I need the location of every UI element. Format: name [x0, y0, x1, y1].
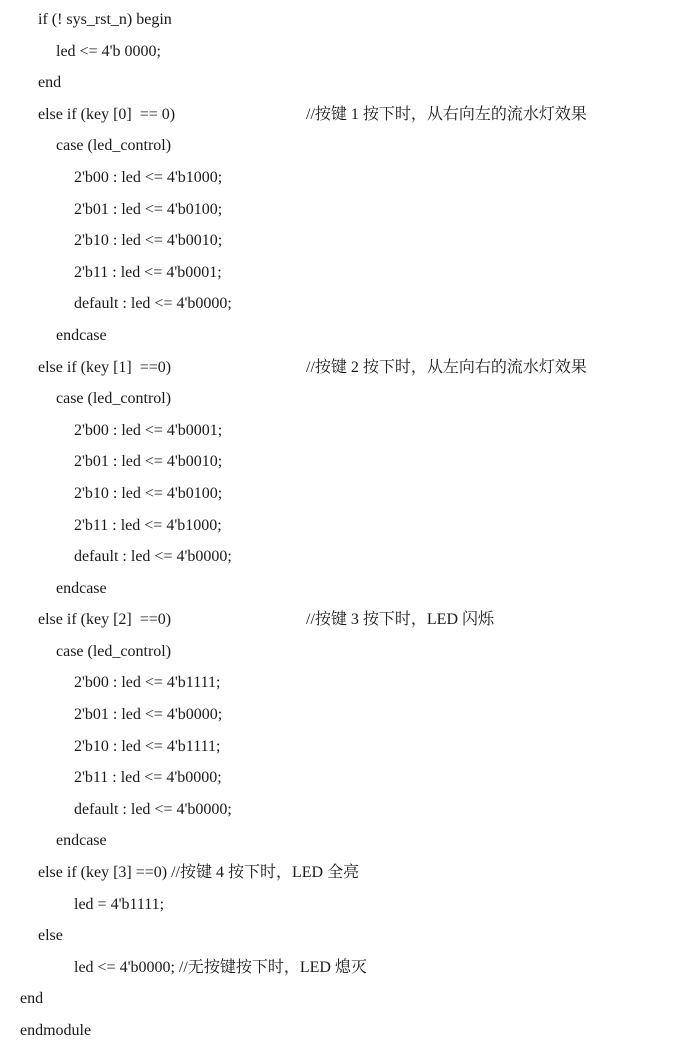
code-statement: default : led <= 4'b0000;: [74, 295, 232, 313]
code-statement: 2'b11 : led <= 4'b0000;: [74, 769, 222, 787]
code-line: [0, 889, 690, 921]
code-statement: endcase: [56, 832, 107, 850]
code-statement: case (led_control): [56, 137, 172, 155]
code-statement: endmodule: [20, 1022, 92, 1039]
code-comment: //按键 3 按下时，LED 闪烁: [306, 611, 494, 629]
code-comment: //按键 2 按下时，从左向右的流水灯效果: [306, 358, 587, 376]
code-statement: led = 4'b1111;: [74, 895, 165, 913]
code-statement: 2'b11 : led <= 4'b0001;: [74, 263, 222, 281]
code-line: [0, 857, 690, 889]
code-statement: end: [38, 74, 62, 92]
code-line: [0, 541, 690, 573]
code-statement: 2'b01 : led <= 4'b0000;: [74, 706, 223, 724]
code-statement: 2'b00 : led <= 4'b0001;: [74, 421, 223, 439]
code-line: [0, 920, 690, 952]
code-line: [0, 288, 690, 320]
code-line: [0, 383, 690, 415]
code-statement: 2'b01 : led <= 4'b0100;: [74, 200, 223, 218]
code-line: [0, 320, 690, 352]
code-statement: else: [38, 927, 63, 945]
code-statement: 2'b00 : led <= 4'b1000;: [74, 168, 223, 186]
code-line: [0, 225, 690, 257]
code-statement: case (led_control): [56, 390, 172, 408]
code-statement: 2'b10 : led <= 4'b0100;: [74, 484, 223, 502]
code-line: [0, 636, 690, 668]
code-line: [0, 478, 690, 510]
code-line: [0, 952, 690, 984]
code-line: [0, 257, 690, 289]
code-comment: //按键 1 按下时，从右向左的流水灯效果: [306, 105, 587, 123]
code-line: [0, 825, 690, 857]
code-line: [0, 36, 690, 68]
code-line: [0, 699, 690, 731]
code-line: [0, 99, 690, 131]
code-statement: default : led <= 4'b0000;: [74, 548, 232, 566]
code-line: [0, 573, 690, 605]
code-statement: endcase: [56, 579, 107, 597]
code-statement: led <= 4'b0000; //无按键按下时，LED 熄灭: [74, 958, 367, 976]
code-statement: else if (key [0] == 0): [38, 105, 176, 123]
code-statement: else if (key [3] ==0) //按键 4 按下时，LED 全亮: [38, 864, 360, 882]
code-line: [0, 1015, 690, 1047]
code-statement: 2'b01 : led <= 4'b0010;: [74, 453, 223, 471]
code-line: [0, 446, 690, 478]
code-line: [0, 130, 690, 162]
code-statement: 2'b10 : led <= 4'b0010;: [74, 232, 223, 250]
code-statement: else if (key [1] ==0): [38, 358, 172, 376]
code-line: [0, 983, 690, 1015]
code-line: [0, 762, 690, 794]
code-statement: endcase: [56, 326, 107, 344]
code-statement: led <= 4'b 0000;: [56, 42, 161, 60]
code-line: [0, 510, 690, 542]
code-line: [0, 667, 690, 699]
code-line: [0, 731, 690, 763]
code-statement: else if (key [2] ==0): [38, 611, 172, 629]
code-line: [0, 4, 690, 36]
code-statement: if (! sys_rst_n) begin: [38, 11, 172, 28]
code-statement: 2'b10 : led <= 4'b1111;: [74, 737, 221, 755]
code-line: [0, 794, 690, 826]
code-line: [0, 604, 690, 636]
code-line: [0, 67, 690, 99]
code-statement: 2'b00 : led <= 4'b1111;: [74, 674, 221, 692]
code-statement: default : led <= 4'b0000;: [74, 800, 232, 818]
code-line: [0, 162, 690, 194]
code-statement: case (led_control): [56, 642, 172, 660]
code-listing: [0, 4, 690, 1047]
code-statement: end: [20, 990, 44, 1008]
code-line: [0, 194, 690, 226]
code-line: [0, 352, 690, 384]
code-statement: 2'b11 : led <= 4'b1000;: [74, 516, 222, 534]
code-line: [0, 415, 690, 447]
